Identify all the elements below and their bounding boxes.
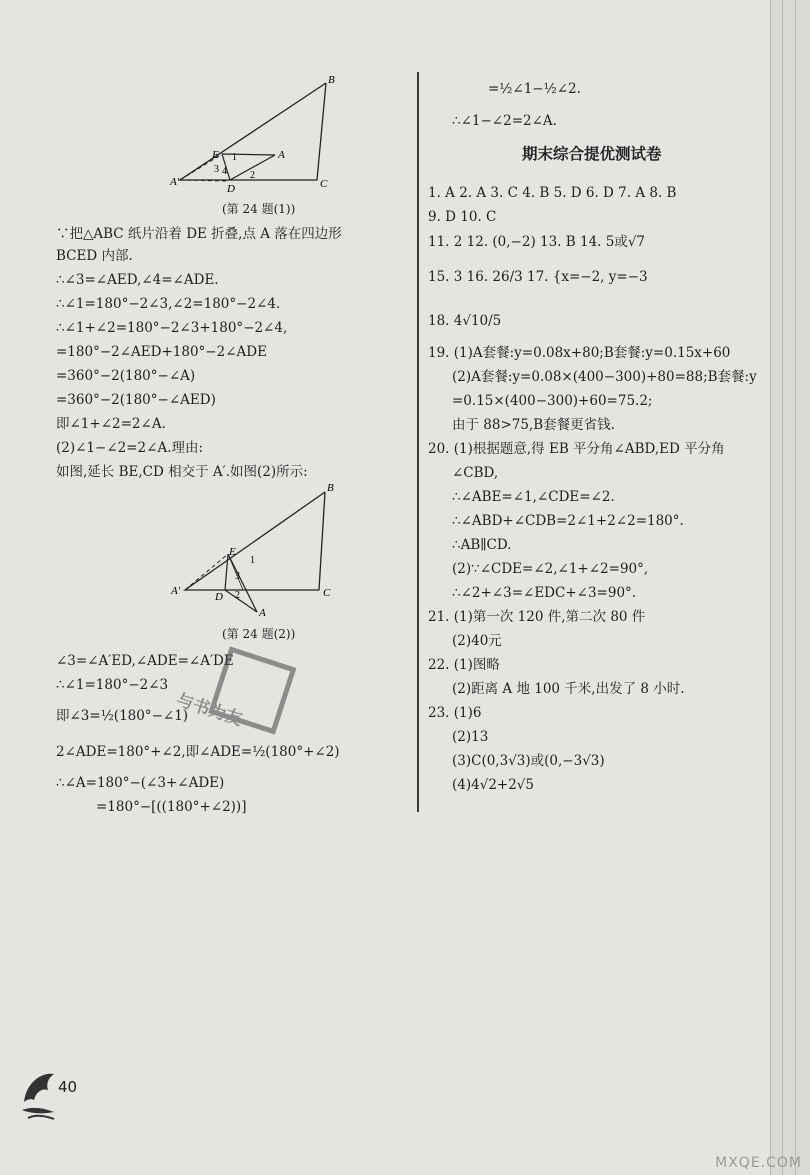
figure-24-1	[160, 70, 360, 200]
solution-line: BCED 内部.	[56, 248, 133, 264]
fig2-label-3: 3	[235, 571, 240, 582]
solution-line: =360°−2(180°−∠A)	[56, 368, 196, 384]
answer-line: 19. (1)A套餐:y=0.08x+80;B套餐:y=0.15x+60	[428, 345, 731, 361]
fig2-label-E: E	[229, 546, 236, 558]
answer-line: 20. (1)根据题意,得 EB 平分角∠ABD,ED 平分角	[428, 441, 725, 457]
answer-line: (2)40元	[452, 633, 502, 649]
page-edge	[795, 0, 796, 1175]
solution-line: =180°−2∠AED+180°−2∠ADE	[56, 344, 267, 360]
answer-line: (2)A套餐:y=0.08×(400−300)+80=88;B套餐:y	[452, 369, 757, 385]
fig1-label-C: C	[320, 178, 328, 190]
fig2-label-D: D	[215, 591, 223, 603]
fig1-label-D: D	[227, 183, 235, 195]
answer-line: ∴∠2+∠3=∠EDC+∠3=90°.	[452, 585, 637, 601]
answer-line: 1. A 2. A 3. C 4. B 5. D 6. D 7. A 8. B	[428, 185, 677, 201]
fig2-label-1: 1	[250, 555, 255, 566]
dolphin-logo-icon	[18, 1062, 60, 1122]
fig1-label-B: B	[328, 74, 335, 86]
answer-line: 22. (1)图略	[428, 657, 500, 673]
fig1-label-4: 4	[222, 166, 227, 177]
figure-24-2	[165, 482, 345, 622]
solution-line: 2∠ADE=180°+∠2,即∠ADE=½(180°+∠2)	[56, 744, 340, 760]
solution-line: 如图,延长 BE,CD 相交于 A′.如图(2)所示:	[56, 464, 308, 480]
answer-line: 15. 3 16. 26/3 17. {x=−2, y=−3	[428, 269, 648, 285]
answer-line: (3)C(0,3√3)或(0,−3√3)	[452, 753, 605, 769]
solution-line: =½∠1−½∠2.	[488, 81, 581, 97]
fig2-label-A: A	[259, 607, 266, 619]
solution-line: ∵把△ABC 纸片沿着 DE 折叠,点 A 落在四边形	[56, 226, 342, 242]
answer-line: 9. D 10. C	[428, 209, 497, 225]
figure-2-caption: (第 24 题(2))	[222, 627, 296, 641]
solution-line: ∠3=∠A′ED,∠ADE=∠A′DE	[56, 653, 234, 669]
fig2-label-A-prime: A′	[171, 585, 181, 597]
answer-line: 21. (1)第一次 120 件,第二次 80 件	[428, 609, 646, 625]
answer-line: (2)距离 A 地 100 千米,出发了 8 小时.	[452, 681, 685, 697]
fig2-label-B: B	[327, 482, 334, 494]
answer-line: 23. (1)6	[428, 705, 482, 721]
solution-line: 即∠1+∠2=2∠A.	[56, 416, 166, 432]
answer-line: (2)∵∠CDE=∠2,∠1+∠2=90°,	[452, 561, 649, 577]
column-divider	[417, 72, 419, 812]
fig1-label-A-prime: A′	[170, 176, 180, 188]
answer-line: (4)4√2+2√5	[452, 777, 534, 793]
section-title: 期末综合提优测试卷	[522, 145, 662, 163]
answer-line: ∴AB∥CD.	[452, 537, 512, 553]
answer-line: 由于 88>75,B套餐更省钱.	[452, 417, 615, 433]
solution-line: 即∠3=½(180°−∠1)	[56, 708, 189, 724]
solution-line: ∴∠1=180°−2∠3,∠2=180°−2∠4.	[56, 296, 281, 312]
page-edge	[770, 0, 771, 1175]
page-number: 40	[58, 1078, 78, 1096]
page-edge	[782, 0, 783, 1175]
answer-line: ∠CBD,	[452, 465, 499, 481]
fig1-label-A: A	[278, 149, 285, 161]
solution-line: ∴∠1=180°−2∠3	[56, 677, 169, 693]
answer-line: ∴∠ABE=∠1,∠CDE=∠2.	[452, 489, 615, 505]
solution-line: ∴∠A=180°−(∠3+∠ADE)	[56, 775, 225, 791]
answer-line: 18. 4√10/5	[428, 313, 502, 329]
stamp-text: 与书为友	[173, 690, 245, 731]
fig2-label-C: C	[323, 587, 331, 599]
fig1-label-1: 1	[232, 152, 237, 163]
site-watermark: MXQE.COM	[715, 1155, 802, 1171]
fig1-label-2: 2	[250, 170, 255, 181]
answer-line: =0.15×(400−300)+60=75.2;	[452, 393, 653, 409]
fig2-label-2: 2	[235, 590, 240, 601]
solution-line: ∴∠3=∠AED,∠4=∠ADE.	[56, 272, 219, 288]
fig1-label-3: 3	[214, 164, 219, 175]
fig1-label-E: E	[212, 149, 219, 161]
solution-line: =360°−2(180°−∠AED)	[56, 392, 216, 408]
answer-line: ∴∠ABD+∠CDB=2∠1+2∠2=180°.	[452, 513, 684, 529]
solution-line: ∴∠1+∠2=180°−2∠3+180°−2∠4,	[56, 320, 288, 336]
answer-line: 11. 2 12. (0,−2) 13. B 14. 5或√7	[428, 234, 646, 250]
figure-1-caption: (第 24 题(1))	[222, 202, 296, 216]
solution-line: =180°−[((180°+∠2))]	[96, 799, 247, 815]
answer-line: (2)13	[452, 729, 489, 745]
solution-line: (2)∠1−∠2=2∠A.理由:	[56, 440, 204, 456]
solution-line: ∴∠1−∠2=2∠A.	[452, 113, 557, 129]
